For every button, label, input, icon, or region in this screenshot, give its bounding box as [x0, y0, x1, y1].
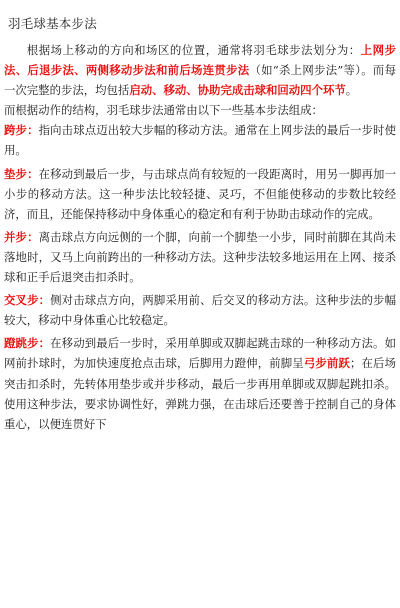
intro-paragraph — [4, 40, 396, 100]
step-description: 侧对击球点方向，两脚采用前、后交叉的移动方法。这种步法的步幅较大，移动中身体重心比较稳定。 — [4, 293, 396, 328]
intro-highlight-four-stages: 启动、移动、协助完成击球和回动四个环节 — [129, 83, 346, 98]
step-term: 蹬跳步： — [4, 336, 51, 351]
step-term: 垫步： — [4, 166, 39, 181]
step-jiaochabu — [4, 290, 396, 330]
step-dianbu — [4, 164, 396, 224]
intro-lead: 根据场上移动的方向和场区的位置，通常将羽毛球步法划分为： — [26, 43, 361, 57]
intro-end: 。 — [345, 83, 358, 98]
step-dengtiaobu — [4, 333, 396, 433]
document-body — [4, 40, 396, 434]
step-term: 跨步： — [4, 123, 39, 138]
structure-note: 而根据动作的结构，羽毛球步法通常由以下一些基本步法组成： — [4, 103, 323, 118]
step-subterm: 弓步前跃 — [303, 356, 350, 371]
step-kuabu — [4, 120, 396, 160]
step-term: 并步： — [4, 229, 39, 244]
step-description: 在移动到最后一步，与击球点尚有较短的一段距离时，用另一脚再加一小步的移动方法。这一种步法比较轻捷、灵巧，不但能使移动的步数比较经济，而且，还能保持移动中身体重心的稳定和有利于协助击球动作的完成。 — [4, 166, 396, 221]
step-term: 交叉步： — [4, 293, 51, 308]
step-description: 在移动到最后一步时，采用单脚或双脚起跳击球的一种移动方法。如网前扑球时，为加快速度抢点击球，后脚用力蹬伸，前脚呈 — [4, 336, 396, 371]
step-description: 离击球点方向远侧的一个脚，向前一个脚垫一小步，同时前脚在其尚未落地时，又马上向前跨出的一种移动方法。这种步法较多地运用在上网、接杀球和正手后退突击扣杀时。 — [4, 229, 396, 285]
document-title: 羽毛球基本步法 — [8, 16, 97, 31]
step-description-cont: ；在后场突击扣杀时，先转体用垫步或并步移动，最后一步再用单脚或双脚起跳扣杀。使用这种步法，要求协调性好，弹跳力强，在击球后还要善于控制自己的身体重心，以便连贯好下 — [4, 356, 396, 431]
step-bingbu — [4, 227, 396, 287]
intro-highlight-footwork-types: 上网步法、后退步法、两侧移动步法和前后场连贯步法 — [4, 43, 396, 78]
step-description: 指向击球点迈出较大步幅的移动方法。通常在上网步法的最后一步时使用。 — [4, 123, 396, 158]
intro-mid: （如“杀上网步法”等）。而每一次完整的步法，均包括 — [4, 63, 396, 98]
